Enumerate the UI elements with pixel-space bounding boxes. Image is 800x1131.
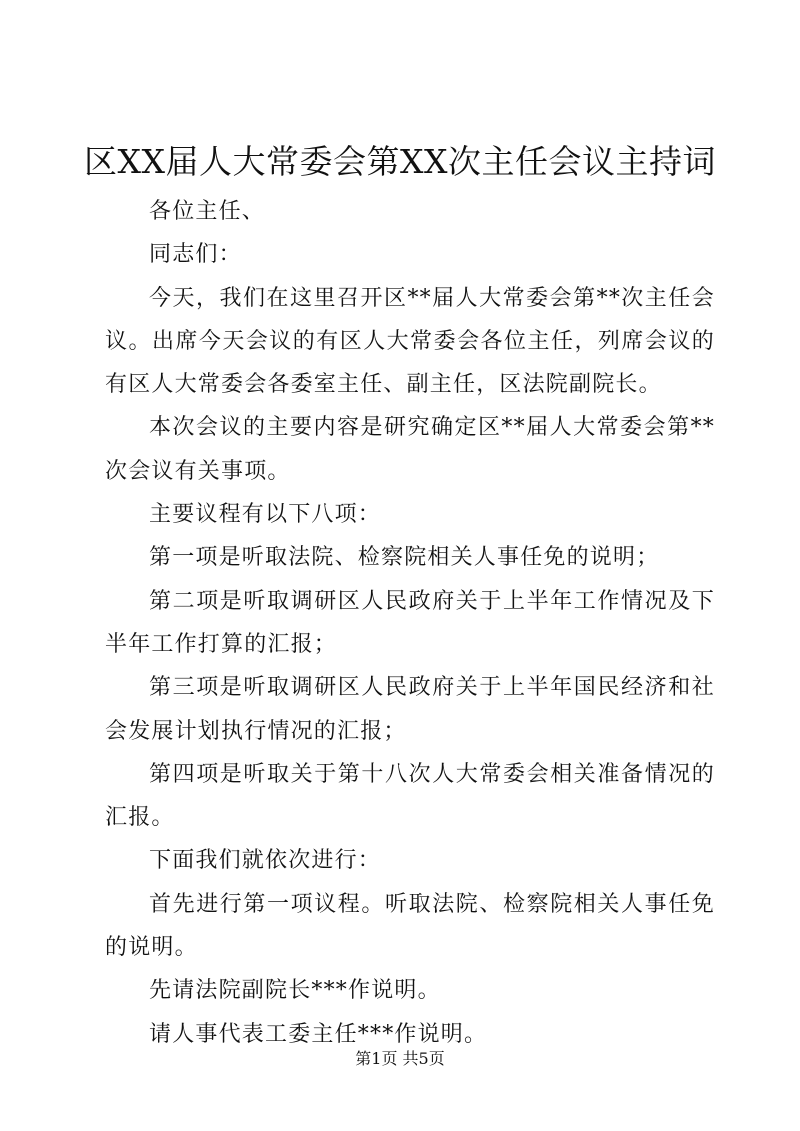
paragraph-agenda-intro: 主要议程有以下八项： bbox=[149, 502, 382, 528]
paragraph-proceed: 下面我们就依次进行： bbox=[149, 848, 382, 874]
paragraph-first-item: 首先进行第一项议程。听取法院、检察院相关人事任免的说明。 bbox=[105, 891, 715, 961]
paragraph-opening: 今天，我们在这里召开区**届人大常委会第**次主任会议。出席今天会议的有区人大常委会各位主任，列席会议的有区人大常委会各委室主任、副主任，区法院副院长。 bbox=[105, 285, 715, 398]
agenda-item-1: 第一项是听取法院、检察院相关人事任免的说明； bbox=[149, 545, 660, 571]
paragraph-salutation-directors: 各位主任、 bbox=[149, 199, 266, 224]
page-number-footer: 第1页 共5页 bbox=[355, 1049, 445, 1068]
paragraph-main-content: 本次会议的主要内容是研究确定区**届人大常委会第**次会议有关事项。 bbox=[105, 415, 715, 484]
paragraph-personnel-director: 请人事代表工委主任***作说明。 bbox=[149, 1021, 488, 1047]
agenda-item-4: 第四项是听取关于第十八次人大常委会相关准备情况的汇报。 bbox=[105, 761, 715, 831]
paragraph-salutation-comrades: 同志们： bbox=[149, 242, 242, 268]
agenda-item-2: 第二项是听取调研区人民政府关于上半年工作情况及下半年工作打算的汇报； bbox=[105, 588, 715, 657]
agenda-item-3: 第三项是听取调研区人民政府关于上半年国民经济和社会发展计划执行情况的汇报； bbox=[105, 675, 715, 744]
document-body bbox=[105, 190, 715, 1056]
document-title: 区XX届人大常委会第XX次主任会议主持词 bbox=[84, 142, 716, 181]
paragraph-court-vice-president: 先请法院副院长***作说明。 bbox=[149, 978, 441, 1004]
